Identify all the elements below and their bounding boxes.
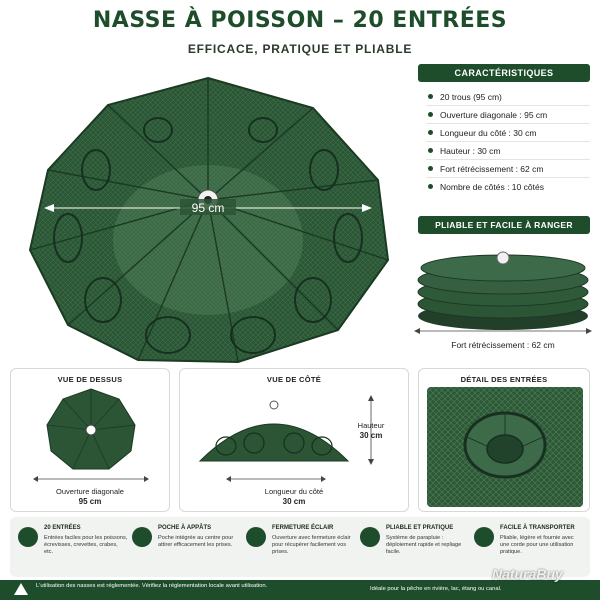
feature-desc: Poche intégrée au centre pour attirer efficacement les prises. xyxy=(158,535,234,549)
specs-list xyxy=(426,88,596,196)
specs-heading: CARACTÉRISTIQUES xyxy=(418,64,590,82)
top-view-title: VUE DE DESSUS xyxy=(57,375,123,384)
bait-pocket-icon xyxy=(132,527,152,547)
spec-item: 20 trous (95 cm) xyxy=(426,88,596,106)
side-view-panel xyxy=(179,368,409,512)
feature-desc: Pliable, légère et fournie avec une corde pour une utilisation pratique. xyxy=(500,535,574,556)
feature-title: FERMETURE ÉCLAIR xyxy=(272,525,334,531)
top-view-dimension-arrow xyxy=(33,475,149,483)
watermark-logo: NaturaBuy xyxy=(492,566,563,582)
side-view-caption: Longueur du côté xyxy=(264,487,324,496)
top-view-image xyxy=(41,385,141,475)
feature-title: FACILE À TRANSPORTER xyxy=(500,525,575,531)
layers-icon xyxy=(360,527,380,547)
folded-net-image xyxy=(412,236,594,336)
feature-title: POCHE À APPÂTS xyxy=(158,525,212,531)
spec-item: Fort rétrécissement : 62 cm xyxy=(426,160,596,178)
detail-panel xyxy=(418,368,590,512)
page-title: NASSE À POISSON – 20 ENTRÉES xyxy=(92,8,508,33)
feature-item xyxy=(356,523,468,577)
feature-desc: Entrées faciles pour les poissons, écrevisses, crevettes, crabes, etc. xyxy=(44,535,128,556)
side-length-arrow xyxy=(226,475,326,483)
spec-item: Longueur du côté : 30 cm xyxy=(426,124,596,142)
feature-item xyxy=(14,523,126,577)
top-view-value: 95 cm xyxy=(78,497,102,506)
page-subtitle: EFFICACE, PRATIQUE ET PLIABLE xyxy=(187,42,413,56)
foldable-heading: PLIABLE ET FACILE À RANGER xyxy=(418,216,590,234)
top-view-caption: Ouverture diagonale xyxy=(56,487,124,496)
spec-item: Ouverture diagonale : 95 cm xyxy=(426,106,596,124)
spec-item: Nombre de côtés : 10 côtés xyxy=(426,178,596,196)
feature-title: 20 ENTRÉES xyxy=(44,525,81,531)
feature-desc: Ouverture avec fermeture éclair pour récupérer facilement vos prises. xyxy=(272,535,351,556)
footer-warning: L'utilisation des nasses est réglementée. Vérifiez la réglementation locale avant utilisation. xyxy=(36,583,268,589)
footer-usage: Idéale pour la pêche en rivière, lac, étang ou canal. xyxy=(370,586,502,592)
zipper-icon xyxy=(246,527,266,547)
feature-desc: Système de parapluie : déploiement rapide et repliage facile. xyxy=(386,535,462,556)
spec-item: Hauteur : 30 cm xyxy=(426,142,596,160)
height-value: 30 cm xyxy=(359,431,383,440)
top-view-panel xyxy=(10,368,170,512)
entrance-detail-image xyxy=(427,387,583,507)
side-view-value: 30 cm xyxy=(282,497,306,506)
feature-title: PLIABLE ET PRATIQUE xyxy=(386,525,454,531)
detail-title: DÉTAIL DES ENTRÉES xyxy=(460,375,548,384)
feature-item xyxy=(242,523,354,577)
foldable-caption: Fort rétrécissement : 62 cm xyxy=(451,340,555,350)
warning-icon xyxy=(14,583,28,595)
footer-bar xyxy=(0,580,600,600)
hero-net-image xyxy=(8,60,408,370)
fish-icon xyxy=(18,527,38,547)
height-label: Hauteur xyxy=(357,421,385,430)
bag-icon xyxy=(474,527,494,547)
side-view-image xyxy=(194,391,354,469)
feature-item xyxy=(128,523,240,577)
side-view-title: VUE DE CÔTÉ xyxy=(266,375,322,384)
diameter-label: 95 cm xyxy=(191,201,225,215)
height-dimension-arrow xyxy=(366,395,376,465)
